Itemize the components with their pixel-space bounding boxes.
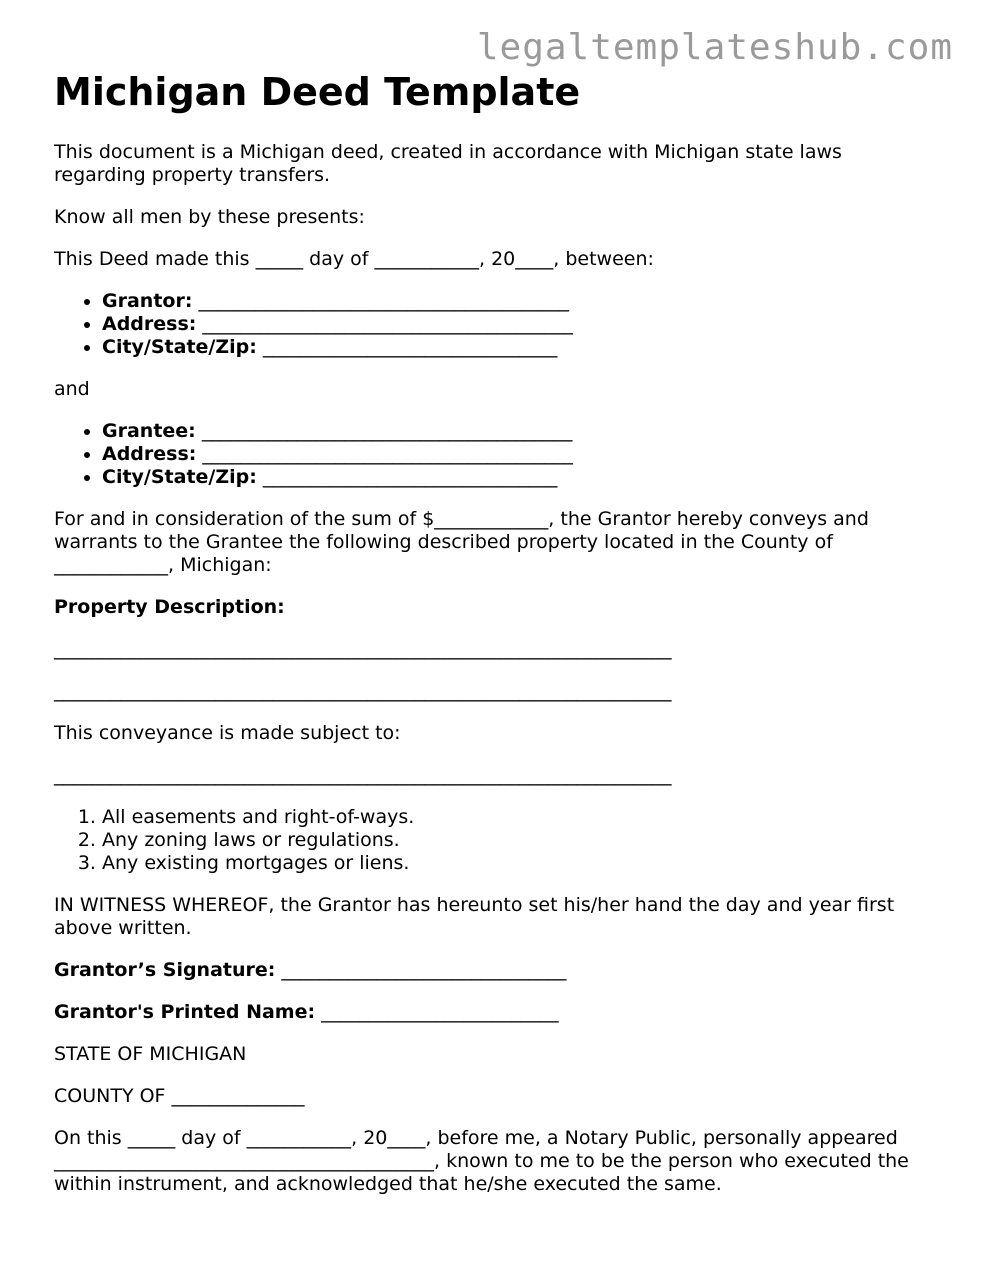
watermark: legaltemplateshub.com	[476, 27, 953, 68]
grantor-address-label: Address:	[102, 313, 197, 335]
conditions-list	[54, 806, 934, 875]
printed-name-line	[54, 1001, 934, 1024]
condition-item: 1. All easements and right-of-ways.	[102, 806, 934, 829]
property-line-1: _________________________________________________________________	[54, 638, 672, 660]
grantee-city-field	[102, 466, 934, 489]
witness-paragraph: IN WITNESS WHEREOF, the Grantor has hereunto set his/her hand the day and year first above written.	[54, 894, 895, 939]
grantor-field	[102, 290, 934, 313]
consideration-paragraph: For and in consideration of the sum of $____________, the Grantor hereby conveys and warrants to the Grantee the following described property located in the County of ____________, Michigan:	[54, 508, 869, 576]
printed-name-label: Grantor's Printed Name:	[54, 1001, 316, 1023]
printed-name-blank: _________________________	[315, 1001, 559, 1023]
grantee-label: Grantee:	[102, 420, 196, 442]
state-line: STATE OF MICHIGAN	[54, 1043, 247, 1065]
grantor-label: Grantor:	[102, 290, 193, 312]
grantee-list	[54, 420, 934, 489]
grantee-city-blank: _______________________________	[256, 466, 558, 488]
county-line: COUNTY OF ______________	[54, 1085, 305, 1107]
page-title: Michigan Deed Template	[54, 70, 581, 114]
know-all-paragraph: Know all men by these presents:	[54, 206, 365, 228]
signature-line	[54, 959, 934, 982]
grantor-city-label: City/State/Zip:	[102, 336, 257, 358]
grantee-address-blank: _______________________________________	[196, 443, 573, 465]
condition-item: 3. Any existing mortgages or liens.	[102, 852, 934, 875]
subject-to-paragraph: This conveyance is made subject to:	[54, 722, 401, 744]
grantor-address-blank: _______________________________________	[196, 313, 573, 335]
grantor-address-field	[102, 313, 934, 336]
and-paragraph: and	[54, 378, 90, 400]
grantee-address-label: Address:	[102, 443, 197, 465]
grantee-city-label: City/State/Zip:	[102, 466, 257, 488]
grantor-city-blank: _______________________________	[256, 336, 558, 358]
signature-label: Grantor’s Signature:	[54, 959, 276, 981]
grantor-list	[54, 290, 934, 359]
signature-blank: ______________________________	[275, 959, 567, 981]
property-line-2: _________________________________________________________________	[54, 680, 672, 702]
grantee-field	[102, 420, 934, 443]
condition-item: 2. Any zoning laws or regulations.	[102, 829, 934, 852]
grantee-address-field	[102, 443, 934, 466]
document-body	[54, 141, 934, 1215]
subject-line: _________________________________________________________________	[54, 764, 672, 786]
intro-paragraph: This document is a Michigan deed, created in accordance with Michigan state laws regarding property transfers.	[54, 141, 842, 186]
grantee-blank: _______________________________________	[195, 420, 573, 442]
property-description-label: Property Description:	[54, 596, 285, 618]
notary-paragraph: On this _____ day of ___________, 20____, before me, a Notary Public, personally appeared ________________________________________, known to me to be the person who executed the within instrument, and acknowledged that he/she executed the same.	[54, 1127, 909, 1195]
deed-made-paragraph: This Deed made this _____ day of ___________, 20____, between:	[54, 248, 654, 270]
grantor-city-field	[102, 336, 934, 359]
grantor-blank: _______________________________________	[192, 290, 569, 312]
